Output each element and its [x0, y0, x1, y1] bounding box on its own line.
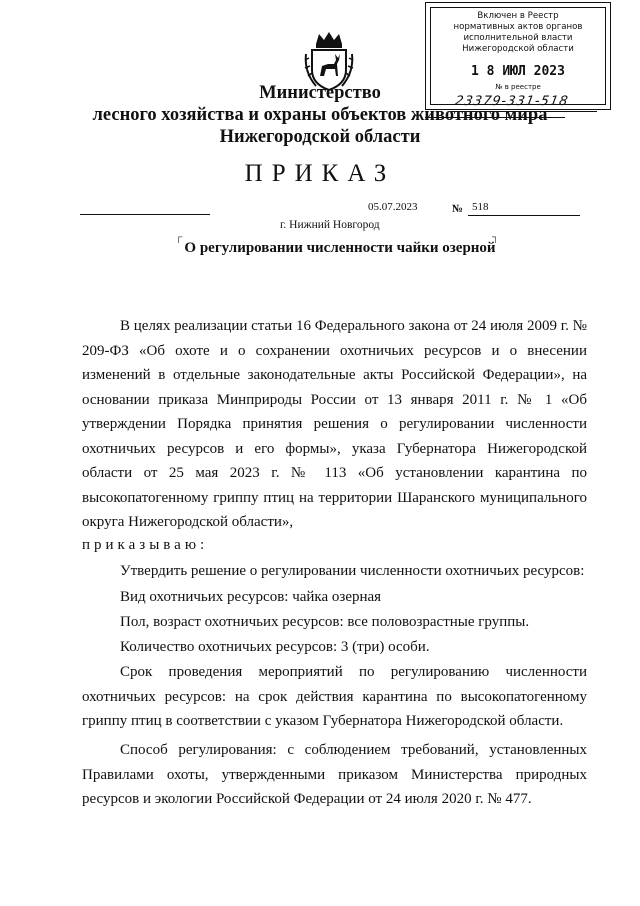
ministry-name-line-1: Министерство — [259, 83, 381, 103]
order-title: О регулировании численности чайки озерной — [184, 240, 496, 256]
stamp-line-2: нормативных актов органов — [453, 22, 583, 32]
orders-word: приказываю: — [82, 537, 209, 553]
decision-item-sex-age: Пол, возраст охотничьих ресурсов: все половозрастные группы. — [120, 614, 530, 630]
document-type: ПРИКАЗ — [244, 160, 396, 187]
stamp-registry-number: 23379-331-518 — [453, 94, 570, 109]
stamp-date: 1 8 ИЮЛ 2023 — [471, 64, 565, 79]
preamble-paragraph: В целях реализации статьи 16 Федерального закона от 24 июля 2009 г. № 209-ФЗ «Об охоте и о сохранении охотничьих ресурсов и о внесении изменений в отдельные законодательные акты Российской Федерации», на основании приказа Минприроды России от 13 января 2011 г. № 1 «Об утверждении Порядка принятия решения о регулировании численности охотничьих ресурсов и его формы», указа Губернатора Нижегородской области от 25 мая 2023 г. № 113 «Об установлении карантина по высокопатогенному гриппу птиц на территории Шаранского муниципального округа Нижегородской области», — [82, 318, 587, 530]
stamp-line-4: Нижегородской области — [462, 44, 574, 54]
title-corner-left: ┌ — [175, 232, 183, 243]
stamp-line-3: исполнительной власти — [463, 33, 573, 43]
stamp-line-1: Включен в Реестр — [477, 11, 559, 21]
number-underline — [468, 215, 580, 216]
ministry-name-line-3: Нижегородской области — [219, 127, 421, 147]
ministry-name-line-2: лесного хозяйства и охраны объектов животного мира — [92, 105, 548, 125]
decision-item-quantity: Количество охотничьих ресурсов: 3 (три) особи. — [120, 639, 430, 655]
decision-item-species: Вид охотничьих ресурсов: чайка озерная — [120, 589, 382, 605]
decision-item-period: Срок проведения мероприятий по регулированию численности охотничьих ресурсов: на срок действия карантина по высокопатогенному гриппу птиц в соответствии с указом Губернатора Нижегородской области. — [82, 664, 587, 729]
date-underline-left — [80, 214, 210, 215]
order-date: 05.07.2023 — [368, 201, 418, 213]
stamp-registry-label: № в реестре — [495, 83, 541, 91]
decision-item-1: Утвердить решение о регулировании численности охотничьих ресурсов: — [120, 563, 585, 579]
number-sign: № — [452, 203, 464, 215]
title-corner-right: ┐ — [492, 232, 500, 243]
city: г. Нижний Новгород — [280, 219, 380, 231]
order-number: 518 — [472, 201, 489, 213]
stamp-strike-line — [425, 117, 565, 118]
decision-item-method: Способ регулирования: с соблюдением требований, установленных Правилами охоты, утвержденными приказом Министерства природных ресурсов и экологии Российской Федерации от 24 июля 2020 г. № 477. — [82, 742, 587, 807]
